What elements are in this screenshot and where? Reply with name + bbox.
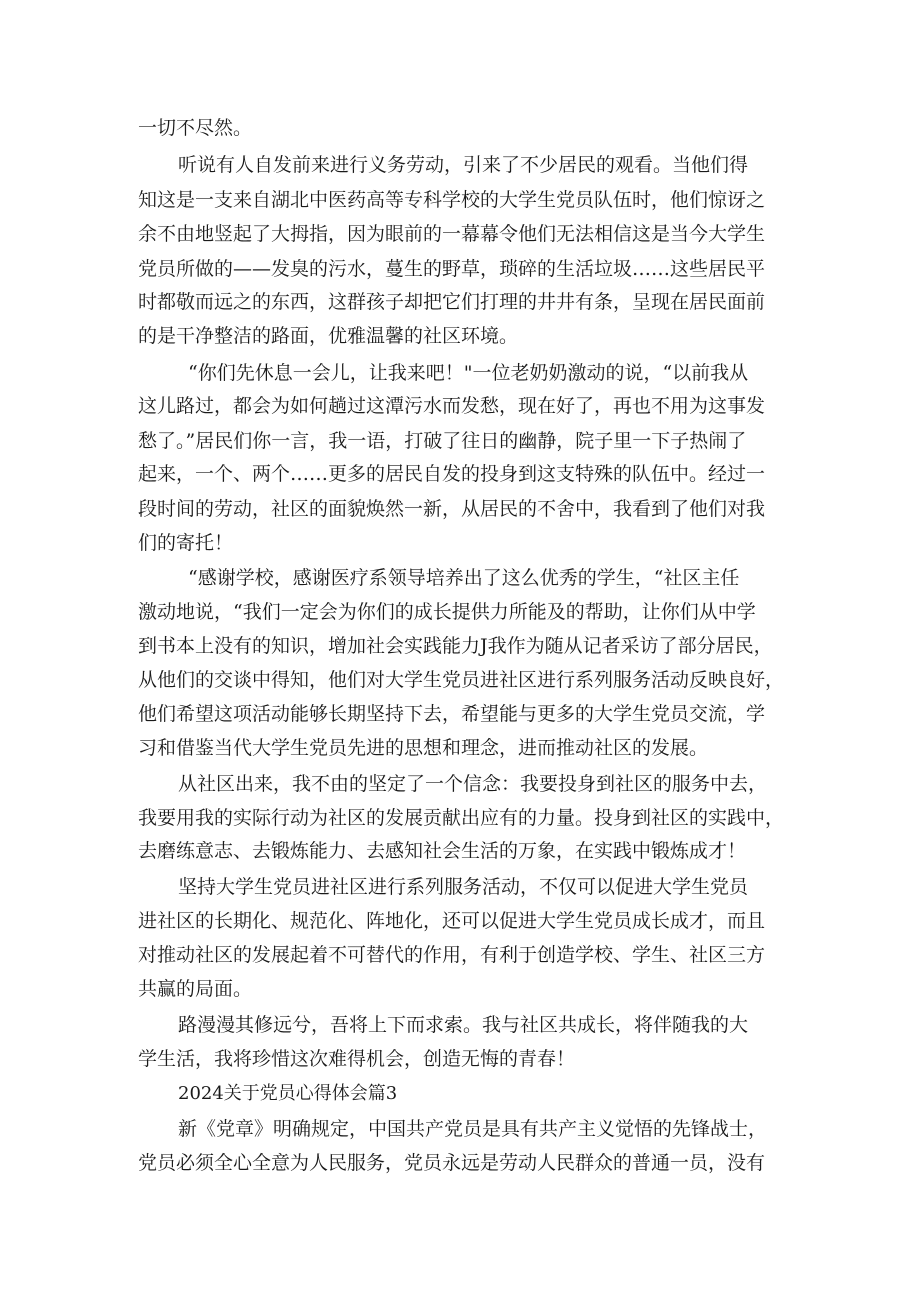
paragraph-start-line: 路漫漫其修远兮，吾将上下而求索。我与社区共成长，将伴随我的大 [178,1014,749,1036]
text-line: 我要用我的实际行动为社区的发展贡献出应有的力量。投身到社区的实践中， [138,807,785,829]
text-line: 们的寄托！ [138,532,234,554]
text-line: 时都敬而远之的东西，这群孩子却把它们打理的井井有条，呈现在居民面前 [138,291,766,313]
text-line: 这儿路过，都会为如何趟过这潭污水而发愁，现在好了，再也不用为这事发 [138,395,766,417]
text-line: 的是干净整洁的路面，优雅温馨的社区环境。 [138,325,519,347]
paragraph-start-line: 听说有人自发前来进行义务劳动，引来了不少居民的观看。当他们得 [178,154,749,176]
text-line: 段时间的劳动，社区的面貌焕然一新，从居民的不舍中，我看到了他们对我 [138,498,766,520]
paragraph-start-line: 坚持大学生党员进社区进行系列服务活动，不仅可以促进大学生党员 [178,876,749,898]
paragraph-start-line: 从社区出来，我不由的坚定了一个信念：我要投身到社区的服务中去， [178,773,768,795]
text-line: 共赢的局面。 [138,978,253,1000]
text-line: 进社区的长期化、规范化、阵地化，还可以促进大学生党员成长成才，而且 [138,910,766,932]
text-line: 愁了。”居民们你一言，我一语，打破了往日的幽静，院子里一下子热闹了 [138,430,747,452]
section-heading: 2024关于党员心得体会篇3 [178,1083,398,1104]
text-line: 起来，一个、两个……更多的居民自发的投身到这支特殊的队伍中。经过一 [138,463,766,485]
text-line: 学生活，我将珍惜这次难得机会，创造无悔的青春！ [138,1048,576,1070]
text-line: 一切不尽然。 [138,117,253,139]
text-line: 对推动社区的发展起着不可替代的作用，有利于创造学校、学生、社区三方 [138,944,766,966]
text-line: 他们希望这项活动能够长期坚持下去，希望能与更多的大学生党员交流，学 [138,703,766,725]
text-line: 去磨练意志、去锻炼能力、去感知社会生活的万象，在实践中锻炼成才！ [138,840,747,862]
text-line: 知这是一支来自湖北中医药高等专科学校的大学生党员队伍时，他们惊讶之 [138,189,766,211]
paragraph-start-line: 新《党章》明确规定，中国共产党员是具有共产主义觉悟的先锋战士， [178,1118,768,1140]
paragraph-start-line: “感谢学校，感谢医疗系领导培养出了这么优秀的学生，“社区主任 [188,567,740,589]
text-line: 到书本上没有的知识，增加社会实践能力J我作为随从记者采访了部分居民， [138,635,773,657]
text-line: 党员所做的——发臭的污水，蔓生的野草，琐碎的生活垃圾……这些居民平 [138,258,766,280]
text-line: 激动地说，“我们一定会为你们的成长提供力所能及的帮助，让你们从中学 [138,601,756,623]
text-line: 余不由地竖起了大拇指，因为眼前的一幕幕令他们无法相信这是当今大学生 [138,223,766,245]
text-line: 习和借鉴当代大学生党员先进的思想和理念，进而推动社区的发展。 [138,737,709,759]
paragraph-start-line: “你们先休息一会儿，让我来吧！"一位老奶奶激动的说，“以前我从 [188,362,749,384]
text-line: 党员必须全心全意为人民服务，党员永远是劳动人民群众的普通一员，没有 [138,1152,766,1174]
text-line: 从他们的交谈中得知，他们对大学生党员进社区进行系列服务活动反映良好， [138,669,785,691]
